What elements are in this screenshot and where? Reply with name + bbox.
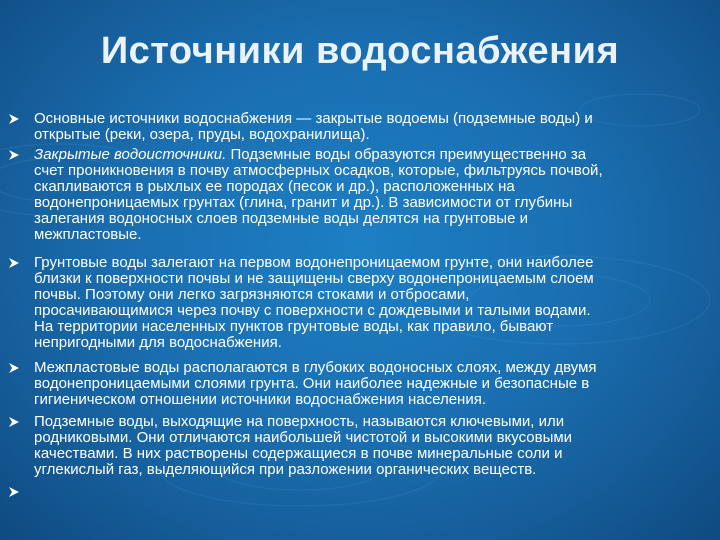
arrowhead-bullet-icon: [8, 113, 20, 125]
bullet-text: Грунтовые воды залегают на первом водонепроницаемом грунте, они наиболее близки к поверхности почвы и не защищены сверху водонепроницаемым слоем почвы. Поэтому они легко загрязняются стоками и отбросами, просачивающимися через почву с поверхности с дождевыми и талыми водами. На территории населенных пунктов грунтовые воды, как правило, бывают непригодными для водоснабжения.: [34, 254, 594, 352]
bullet-text: Межпластовые воды располагаются в глубоких водоносных слоях, между двумя водонепроницаемыми слоями грунта. Они наиболее надежные и безопасные в гигиеническом отношении источники водоснабжения населения.: [34, 359, 597, 409]
slide-title: Источники водоснабжения: [100, 30, 620, 72]
arrowhead-bullet-icon: [8, 257, 20, 269]
bullet-list: [8, 111, 720, 484]
bullet-item: [8, 360, 720, 414]
bullet-item: [8, 111, 720, 147]
bullet-text: Основные источники водоснабжения — закрытые водоемы (подземные воды) и открытые (реки, озера, пруды, водохранилища).: [34, 110, 593, 144]
bullet-item: [8, 255, 720, 360]
arrowhead-bullet-icon: [8, 416, 20, 428]
bullet-text: Подземные воды образуются преимущественно за счет проникновения в почву атмосферных осадков, которые, фильтруясь почвой, скапливаются в рыхлых ее породах (песок и др.), расположенных на водонепроницаемых грунтах (глина, гранит и др.). В зависимости от глубины залегания водоносных слоев подземные воды делятся на грунтовые и межпластовые.: [34, 146, 603, 244]
arrowhead-bullet-icon: [8, 149, 20, 161]
bullet-text-wrapper: [34, 147, 720, 244]
bullet-text: Подземные воды, выходящие на поверхность, называются ключевыми, или родниковыми. Они отличаются наибольшей чистотой и высокими вкусовыми качествами. В них растворены содержащиеся в почве минеральные соли и углекислый газ, выделяющийся при разложении органических веществ.: [34, 413, 573, 479]
arrowhead-bullet-icon: [8, 362, 20, 374]
bullet-item: [8, 147, 720, 255]
arrowhead-bullet-icon: [8, 486, 20, 498]
bullet-italic-lead: Закрытые водоисточники.: [34, 146, 227, 163]
bullet-item: [8, 414, 720, 484]
